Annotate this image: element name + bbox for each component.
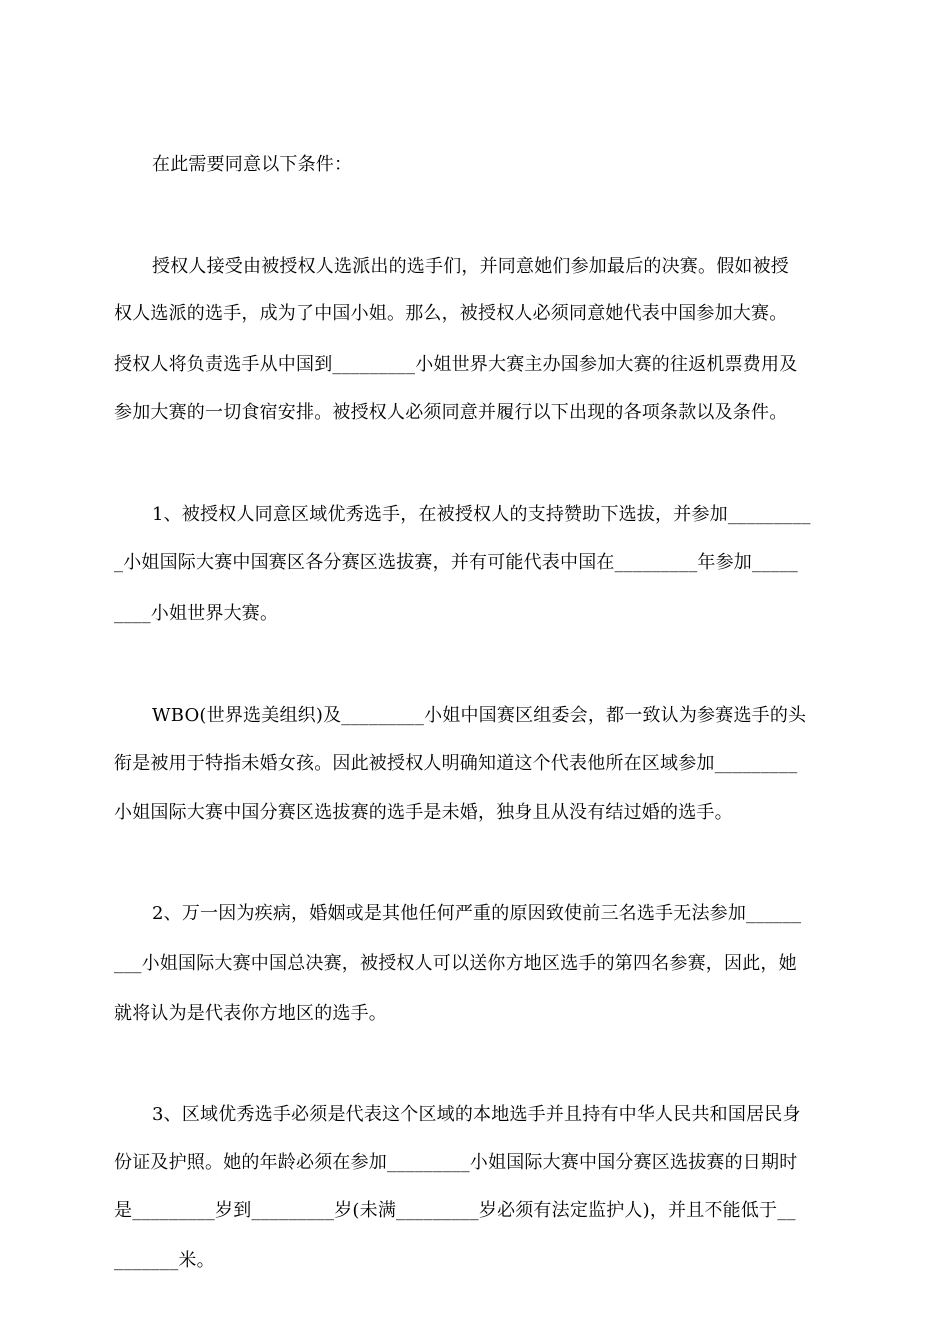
intro-line: 在此需要同意以下条件： bbox=[152, 154, 353, 175]
clause2-line-2: ___小姐国际大赛中国总决赛，被授权人可以送你方地区选手的第四名参赛，因此，她 bbox=[114, 953, 797, 974]
clause3-line-2: 份证及护照。她的年龄必须在参加_________小姐国际大赛中国分赛区选拔赛的日期时 bbox=[114, 1152, 798, 1173]
paragraph1-line-2: 权人选派的选手，成为了中国小姐。那么，被授权人必须同意她代表中国参加大赛。 bbox=[114, 303, 788, 324]
paragraph1-line-1: 授权人接受由被授权人选派出的选手们，并同意她们参加最后的决赛。假如被授 bbox=[152, 256, 789, 277]
wbo-line-2: 衔是被用于特指未婚女孩。因此被授权人明确知道这个代表他所在区域参加_________ bbox=[114, 753, 798, 774]
clause1-line-3: ____小姐世界大赛。 bbox=[114, 603, 279, 624]
clause3-line-3: 是_________岁到_________岁(未满_________岁必须有法定监护人)，并且不能低于__ bbox=[114, 1200, 796, 1221]
clause3-line-4: _______米。 bbox=[114, 1250, 215, 1271]
wbo-line-1: WBO(世界选美组织)及_________小姐中国赛区组委会，都一致认为参赛选手的头 bbox=[152, 705, 807, 726]
paragraph1-line-3: 授权人将负责选手从中国到_________小姐世界大赛主办国参加大赛的往返机票费用及 bbox=[114, 354, 798, 375]
wbo-line-3: 小姐国际大赛中国分赛区选拔赛的选手是未婚，独身且从没有结过婚的选手。 bbox=[114, 802, 733, 823]
clause2-line-1: 2、万一因为疾病，婚姻或是其他任何严重的原因致使前三名选手无法参加______ bbox=[152, 903, 802, 924]
clause2-line-3: 就将认为是代表你方地区的选手。 bbox=[114, 1003, 387, 1024]
clause1-line-2: _小姐国际大赛中国赛区各分赛区选拔赛，并有可能代表中国在_________年参加_____ bbox=[114, 552, 798, 573]
clause3-line-1: 3、区域优秀选手必须是代表这个区域的本地选手并且持有中华人民共和国居民身 bbox=[152, 1104, 801, 1125]
clause1-line-1: 1、被授权人同意区域优秀选手，在被授权人的支持赞助下选拔，并参加_________ bbox=[152, 504, 811, 525]
paragraph1-line-4: 参加大赛的一切食宿安排。被授权人必须同意并履行以下出现的各项条款以及条件。 bbox=[114, 402, 788, 423]
